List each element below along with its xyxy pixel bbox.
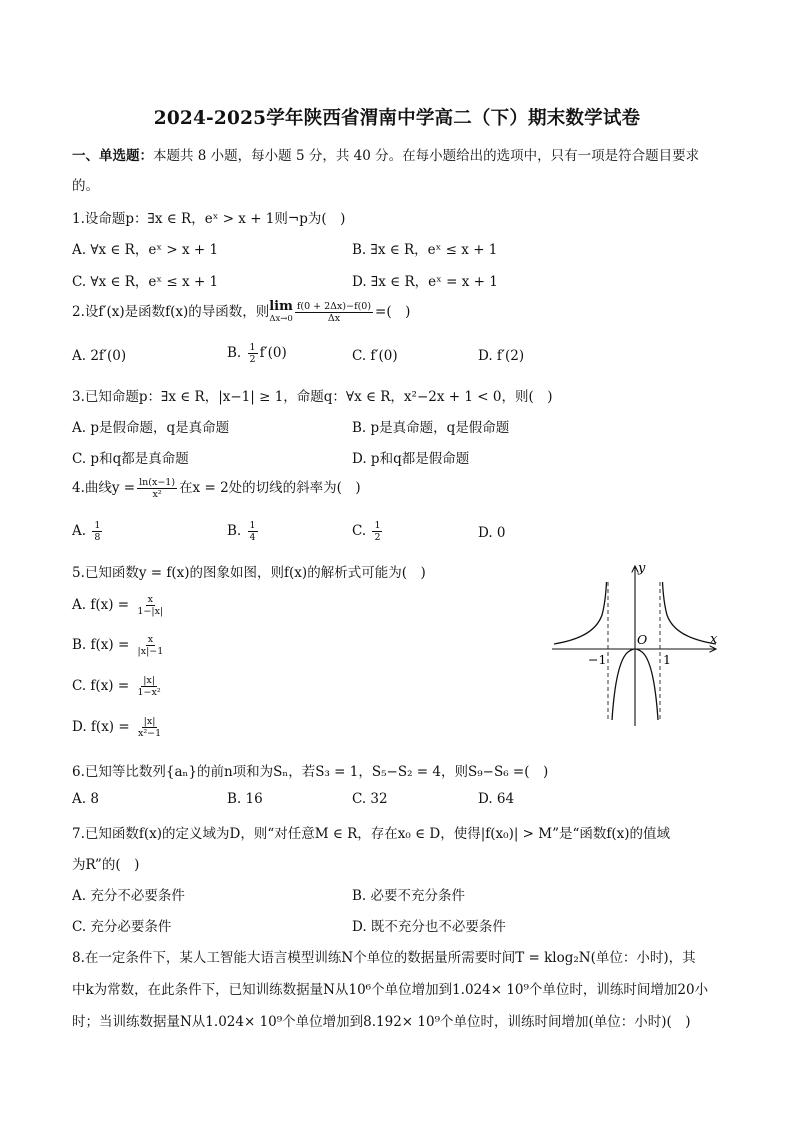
question-7-option-d: D. 既不充分也不必要条件 (352, 919, 506, 935)
question-3-option-c: C. p和q都是真命题 (72, 451, 189, 467)
fraction-numerator: f(0 + 2Δx)−f(0) (296, 301, 372, 312)
question-5-option-c (72, 675, 165, 698)
question-6-stem: 6.已知等比数列{aₙ}的前n项和为Sₙ，若S₃ = 1，S₅−S₂ = 4，则S₉−S₆ =( ) (72, 764, 549, 780)
option-text: D. f(x) = (72, 719, 130, 735)
question-5-option-d (72, 716, 165, 739)
function-graph (548, 560, 724, 728)
question-1-option-a: A. ∀x ∈ R，eˣ > x + 1 (72, 242, 219, 258)
question-4-stem (72, 476, 361, 500)
page-title: 2024-2025学年陕西省渭南中学高二（下）期末数学试卷 (153, 108, 641, 129)
option-fraction (248, 520, 258, 543)
fraction-denominator: 1−|x| (137, 606, 164, 617)
option-text: f′(0) (259, 345, 287, 361)
curve-right-branch (663, 582, 717, 644)
question-7-option-c: C. 充分必要条件 (72, 919, 172, 935)
question-2-stem-text: 2.设f′(x)是函数f(x)的导函数，则 (72, 304, 270, 320)
question-4-fraction (137, 477, 177, 500)
option-fraction (135, 594, 165, 617)
fraction-numerator: ln(x−1) (139, 477, 176, 488)
question-4-option-c (352, 520, 384, 543)
question-7-option-b: B. 必要不充分条件 (352, 888, 466, 904)
question-7-option-a: A. 充分不必要条件 (72, 888, 185, 904)
fraction-numerator: 1 (249, 342, 256, 353)
section-label: 一、单选题： (72, 148, 153, 164)
fraction-denominator: 8 (94, 532, 101, 543)
question-6-option-a: A. 8 (72, 791, 99, 807)
question-5-stem: 5.已知函数y = f(x)的图象如图，则f(x)的解析式可能为( ) (72, 565, 426, 581)
question-2-option-b (227, 342, 287, 365)
label-neg1: −1 (588, 652, 607, 667)
fraction-denominator: x²−1 (137, 728, 162, 739)
question-2-option-a: A. 2f′(0) (72, 348, 127, 364)
question-4-stem-end: 在x = 2处的切线的斜率为( ) (179, 480, 361, 496)
label-1: 1 (663, 652, 671, 667)
limit-subscript: Δx→0 (269, 313, 293, 324)
question-3-option-a: A. p是假命题，q是真命题 (72, 420, 230, 436)
option-fraction (136, 716, 163, 739)
question-6-option-b: B. 16 (227, 791, 263, 807)
question-6-option-d: D. 64 (478, 791, 515, 807)
question-2-option-d: D. f′(2) (478, 348, 525, 364)
option-fraction (248, 342, 258, 365)
option-letter: B. (227, 523, 242, 539)
option-fraction (92, 520, 102, 543)
fraction-denominator: 2 (374, 532, 381, 543)
option-fraction (135, 675, 162, 698)
question-3-stem: 3.已知命题p：∃x ∈ R，|x−1| ≥ 1，命题q：∀x ∈ R，x²−2x + 1 < 0，则( ) (72, 389, 553, 405)
question-1-option-b: B. ∃x ∈ R，eˣ ≤ x + 1 (352, 242, 498, 258)
question-3-option-b: B. p是真命题，q是假命题 (352, 420, 510, 436)
fraction-denominator: 4 (249, 532, 256, 543)
option-text: A. f(x) = (72, 597, 130, 613)
option-fraction (136, 634, 166, 657)
question-8-stem-line3: 时；当训练数据量N从1.024× 10⁹个单位增加到8.192× 10⁹个单位时，训练时间增加(单位：小时)( ) (72, 1014, 691, 1030)
question-8-stem-line1: 8.在一定条件下，某人工智能大语言模型训练N个单位的数据量所需要时间T = klog₂N(单位：小时)，其 (72, 950, 696, 966)
question-2-stem-end: =( ) (375, 304, 411, 320)
option-letter: B. (227, 345, 242, 361)
fraction-denominator: |x|−1 (137, 646, 164, 657)
question-7-stem-line2: 为R”的( ) (72, 857, 140, 873)
question-4-stem-text: 4.曲线y = (72, 480, 136, 496)
fraction-numerator: |x| (143, 675, 155, 686)
option-text: B. f(x) = (72, 637, 130, 653)
fraction-numerator: 1 (249, 520, 256, 531)
option-letter: A. (72, 523, 87, 539)
limit-notation (269, 298, 293, 325)
question-1-option-d: D. ∃x ∈ R，eˣ = x + 1 (352, 274, 498, 290)
question-2-option-c: C. f′(0) (352, 348, 398, 364)
question-7-stem-line1: 7.已知函数f(x)的定义域为D，则“对任意M ∈ R，存在x₀ ∈ D，使得|f(x₀)| > M”是“函数f(x)的值域 (72, 826, 671, 842)
fraction-numerator: 1 (94, 520, 101, 531)
fraction-numerator: |x| (143, 716, 156, 727)
label-origin: O (637, 632, 648, 647)
fraction-numerator: x (147, 634, 154, 645)
limit-label: lim (269, 298, 293, 314)
fraction-denominator: 1−x² (137, 687, 161, 698)
fraction-numerator: x (147, 594, 153, 605)
label-y: y (638, 561, 646, 576)
question-8-stem-line2: 中k为常数，在此条件下，已知训练数据量N从10⁶个单位增加到1.024× 10⁹个单位时，训练时间增加20小 (72, 982, 709, 998)
option-fraction (372, 520, 382, 543)
question-6-option-c: C. 32 (352, 791, 388, 807)
section-description: 本题共 8 小题，每小题 5 分，共 40 分。在每小题给出的选项中，只有一项是符合题目要求的。 (72, 148, 700, 194)
fraction-denominator: x² (152, 489, 162, 500)
question-5-option-a (72, 594, 167, 617)
question-4-option-d: D. 0 (478, 525, 506, 541)
question-5-option-b (72, 634, 167, 657)
question-2-stem (72, 300, 410, 325)
option-letter: C. (352, 523, 367, 539)
section-header (72, 141, 722, 201)
fraction-denominator: Δx (327, 313, 341, 324)
question-1-stem: 1.设命题p：∃x ∈ R，eˣ > x + 1则¬p为( ) (72, 211, 346, 227)
question-3-option-d: D. p和q都是假命题 (352, 451, 470, 467)
question-4-option-a (72, 520, 104, 543)
question-4-option-b (227, 520, 260, 543)
question-1-option-c: C. ∀x ∈ R，eˣ ≤ x + 1 (72, 274, 219, 290)
question-2-fraction (295, 301, 373, 324)
label-x: x (710, 632, 718, 647)
fraction-denominator: 2 (249, 354, 256, 365)
fraction-numerator: 1 (374, 520, 381, 531)
option-text: C. f(x) = (72, 678, 130, 694)
curve-left-branch (554, 582, 607, 644)
